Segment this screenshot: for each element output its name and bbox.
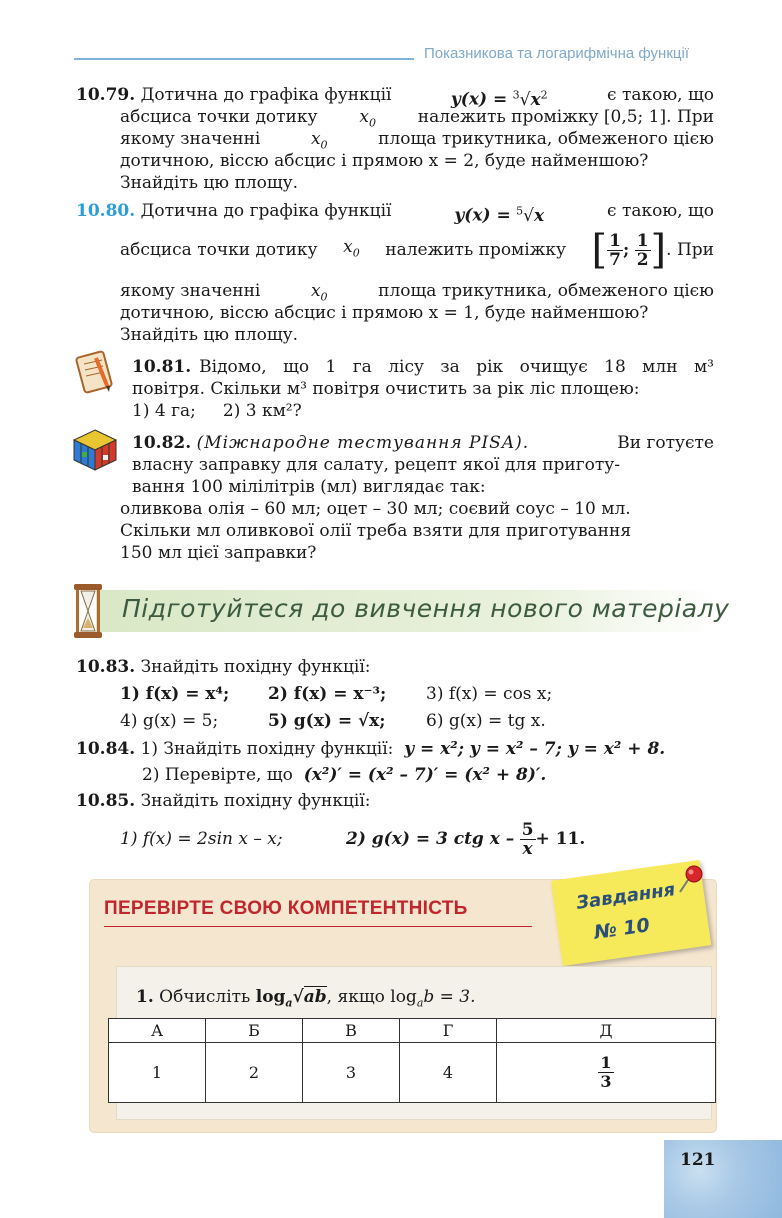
problem-10-79-line4: дотичною, віссю абсцис і прямою x = 2, буде найменшою? xyxy=(120,151,649,171)
competence-title xyxy=(104,898,468,920)
sticky-note-number: № 10 xyxy=(592,914,652,944)
question-number: 1. xyxy=(136,987,154,1007)
answer-values-row xyxy=(109,1043,716,1103)
problem-10-79-line2: абсциса точки дотику $x_0$ належить проміжку [0,5; 1]. При xyxy=(120,106,714,134)
text: абсциса точки дотику xyxy=(120,107,318,127)
problem-10-79-line3: якому значенні $x_0$ площа трикутника, обмеженого цією xyxy=(120,128,714,156)
title-text: ПЕРЕВІРТЕ СВОЮ КОМПЕТЕНТНІСТЬ xyxy=(104,898,468,919)
problem-10-85-item1: 1) f(x) = 2sin x – x; xyxy=(120,829,283,849)
answer-b[interactable]: 2 xyxy=(206,1043,303,1103)
section-banner-title: Підготуйтеся до вивчення нового матеріалу xyxy=(122,594,730,623)
formula: y = x²; y = x² – 7; y = x² + 8. xyxy=(404,739,666,759)
answer-v[interactable]: 3 xyxy=(303,1043,400,1103)
text: 2) Перевірте, що xyxy=(142,765,293,785)
question-1: 1. Обчисліть $\log_a√ab$, якщо $\log_ab = 3$. xyxy=(136,987,476,1010)
interval-1-7-1-2: [ $\frac{1}{7}$ ; $\frac{1}{2}$ ] . При xyxy=(591,227,714,273)
numerator: 5 xyxy=(521,819,534,840)
text: Відомо, що 1 га лісу за рік очищує 18 млн м³ xyxy=(199,357,714,377)
formula: (x²)′ = (x² – 7)′ = (x² + 8)′. xyxy=(303,765,547,785)
problem-10-81-line2: повітря. Скільки м³ повітря очистить за рік ліс площею: xyxy=(132,379,640,399)
text: абсциса точки дотику xyxy=(120,240,318,260)
text: площа трикутника, обмеженого цією xyxy=(378,281,714,301)
numerator: 1 xyxy=(636,230,649,251)
problem-10-81-line1 xyxy=(132,356,714,378)
option-1: 1) 4 га; xyxy=(132,401,196,421)
problem-10-83-line1 xyxy=(76,656,371,678)
problem-10-83-item1: 1) f(x) = x⁴; xyxy=(120,684,230,704)
answer-table xyxy=(108,1018,716,1103)
problem-10-82-line5: Скільки мл оливкової олії треба взяти для приготування xyxy=(120,521,632,541)
rubiks-cube-icon xyxy=(72,428,118,472)
formula: 2) g(x) = 3 ctg x – xyxy=(346,829,515,849)
problem-10-80-line5: Знайдіть цю площу. xyxy=(120,325,299,345)
fifth-root-x: $^5$√x xyxy=(516,204,545,226)
problem-10-83-item2: 2) f(x) = x⁻³; xyxy=(268,684,387,704)
text: є такою, що xyxy=(607,85,714,105)
denominator: 7 xyxy=(609,249,621,270)
text: (Міжнародне тестування PISA). xyxy=(196,433,530,453)
pushpin-icon xyxy=(676,864,706,894)
running-header: Показникова та логарифмічна функції xyxy=(424,45,689,62)
header-b: Б xyxy=(206,1019,303,1043)
problem-number: 10.85. xyxy=(76,791,136,811)
text: Ви готуєте xyxy=(617,433,714,453)
competence-title-underline xyxy=(104,926,532,927)
problem-number: 10.79. xyxy=(76,85,136,105)
problem-10-79-line5: Знайдіть цю площу. xyxy=(120,173,299,193)
text: якому значенні xyxy=(120,129,261,149)
problem-number: 10.82. xyxy=(132,433,192,453)
numerator: 1 xyxy=(600,1053,612,1072)
problem-number: 10.83. xyxy=(76,657,136,677)
problem-10-84-line2 xyxy=(142,764,546,786)
text: є такою, що xyxy=(607,201,714,221)
text: якому значенні xyxy=(120,281,261,301)
problem-10-81-line3 xyxy=(132,400,302,422)
problem-10-80-line1 xyxy=(76,200,714,227)
problem-10-82-line2: власну заправку для салату, рецепт якої для приготу- xyxy=(132,455,621,475)
text: Знайдіть похідну функції: xyxy=(140,657,371,677)
problem-10-84-line1 xyxy=(76,738,665,760)
formula: + 11. xyxy=(535,829,586,849)
problem-10-82-line6: 150 мл цієї заправки? xyxy=(120,543,317,563)
problem-10-82-line1 xyxy=(132,432,714,454)
problem-10-80-line3: якому значенні $x_0$ площа трикутника, обмеженого цією xyxy=(120,280,714,308)
problem-10-85-item2 xyxy=(346,814,585,864)
denominator: 3 xyxy=(600,1072,612,1091)
problem-10-82-line4: оливкова олія – 60 мл; оцет – 30 мл; соєвий соус – 10 мл. xyxy=(120,499,631,519)
text: Дотична до графіка функції xyxy=(140,85,392,105)
text: b = 3. xyxy=(423,987,476,1007)
log-expression: $\log_a√ab$ xyxy=(255,987,327,1010)
text: Обчисліть xyxy=(159,987,251,1007)
text: Знайдіть похідну функції: xyxy=(140,791,371,811)
header-g: Г xyxy=(400,1019,497,1043)
numerator: 1 xyxy=(609,230,621,251)
denominator: 2 xyxy=(636,249,649,270)
formula: y(x) = xyxy=(454,205,511,226)
text: належить проміжку xyxy=(385,240,566,260)
text: 1) Знайдіть похідну функції: xyxy=(140,739,394,759)
problem-10-83-item6: 6) g(x) = tg x. xyxy=(426,711,546,731)
text: належить проміжку [0,5; 1]. При xyxy=(417,107,714,127)
answer-d[interactable] xyxy=(497,1043,716,1103)
problem-number: 10.81. xyxy=(132,357,192,377)
problem-10-83-item4: 4) g(x) = 5; xyxy=(120,711,219,731)
problem-10-85-line1 xyxy=(76,790,371,812)
denominator: x xyxy=(522,838,533,859)
problem-10-80-line4: дотичною, віссю абсцис і прямою x = 1, буде найменшою? xyxy=(120,303,649,323)
text: площа трикутника, обмеженого цією xyxy=(378,129,714,149)
header-v: В xyxy=(303,1019,400,1043)
page-number: 121 xyxy=(680,1150,716,1170)
header-a: А xyxy=(109,1019,206,1043)
sticky-note-label: Завдання xyxy=(575,879,677,914)
text: Дотична до графіка функції xyxy=(140,201,392,221)
hourglass-icon xyxy=(72,582,104,640)
option-2: 2) 3 км²? xyxy=(222,401,302,421)
header-d: Д xyxy=(497,1019,716,1043)
answer-g[interactable]: 4 xyxy=(400,1043,497,1103)
formula: y(x) = xyxy=(450,89,508,110)
problem-number: 10.84. xyxy=(76,739,136,759)
problem-10-83-item5: 5) g(x) = √x; xyxy=(268,711,386,731)
answer-header-row xyxy=(109,1019,716,1043)
notebook-pencil-icon xyxy=(74,350,116,396)
cube-root-x2: $^3√x^2$ xyxy=(512,88,548,110)
problem-10-80-line2: абсциса точки дотику $x_0$ належить проміжку [ $\frac{1}{7}$ ; $\frac{1}{2}$ ] . При xyxy=(120,227,714,273)
problem-number: 10.80. xyxy=(76,201,136,221)
text: . При xyxy=(666,240,714,260)
text: , якщо log xyxy=(326,987,417,1007)
problem-10-82-line3: вання 100 мілілітрів (мл) виглядає так: xyxy=(132,477,486,497)
answer-a[interactable]: 1 xyxy=(109,1043,206,1103)
problem-10-83-item3: 3) f(x) = cos x; xyxy=(426,684,553,704)
header-rule xyxy=(74,58,414,60)
